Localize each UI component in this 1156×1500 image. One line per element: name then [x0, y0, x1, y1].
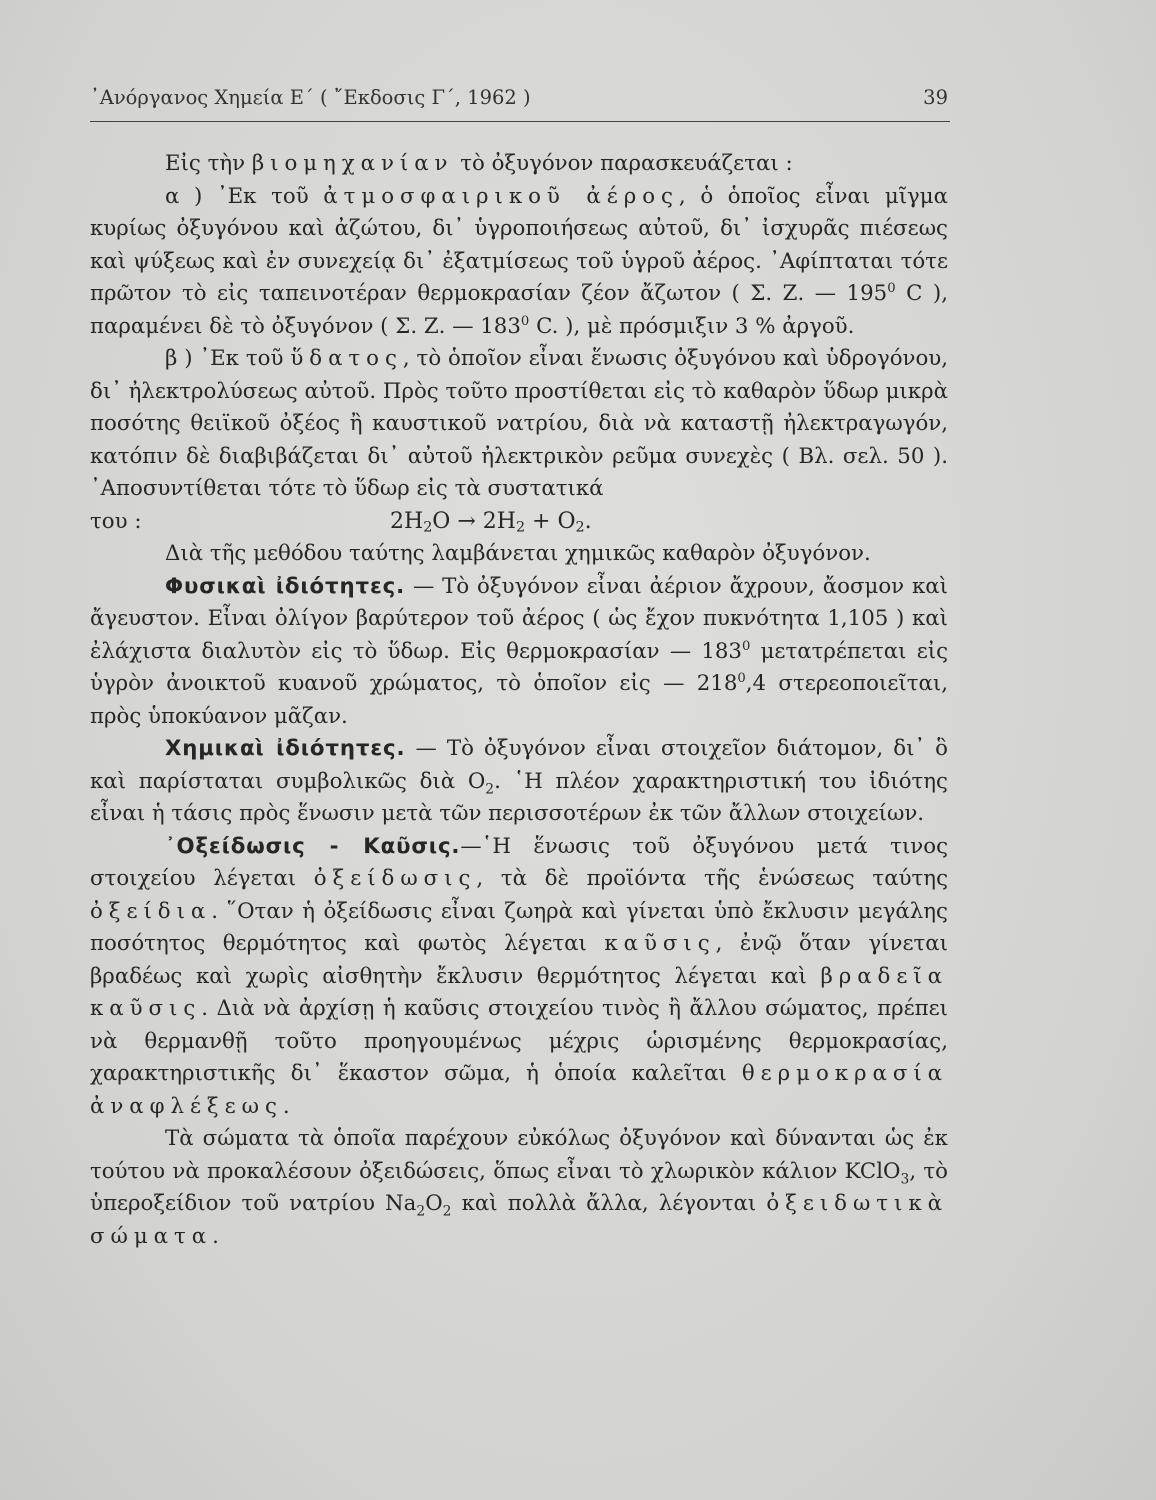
heading-physical-properties: Φυσικαὶ ἰδιότητες.: [165, 573, 406, 599]
page-body: [90, 148, 948, 1253]
paragraph-physical-properties: Φυσικαὶ ἰδιότητες. — Τὸ ὀξυγόνον εἶναι ἀέριον ἄχρουν, ἄοσμον καὶ ἄγευστον. Εἶναι ὀλίγον βαρύτερον τοῦ ἀέρος ( ὡς ἔχον πυκνότητα 1,105 ) καὶ ἐλάχιστα διαλυτὸν εἰς τὸ ὕδωρ. Εἰς θερμοκρασίαν — $183^0$ μετατρέπεται εἰς ὑγρὸν ἀνοικτοῦ κυανοῦ χρώματος, τὸ ὁποῖον εἰς — $218^0,4$ στερεοποιεῖται, πρὸς ὑποκύανον μᾶζαν.: [90, 573, 949, 729]
paragraph-oxidation-combustion: ᾿Οξείδωσις - Καῦσις.—῾Η ἕνωσις τοῦ ὀξυγόνου μετά τινος στοιχείου λέγεται ὀξείδωσις, τὰ δὲ προϊόντα τῆς ἑνώσεως ταύτης ὀξείδια. ῞Οταν ἡ ὀξείδωσις εἶναι ζωηρὰ καὶ γίνεται ὑπὸ ἔκλυσιν μεγάλης ποσότητος θερμότητος καὶ φωτὸς λέγεται καῦσις, ἐνῷ ὅταν γίνεται βραδέως καὶ χωρὶς αἰσθητὴν ἔκλυσιν θερμότητος λέγεται καὶ βραδεῖα καῦσις. Διὰ νὰ ἀρχίσῃ ἡ καῦσις στοιχείου τινὸς ἢ ἄλλου σώματος, πρέπει νὰ θερμανθῇ τοῦτο προηγουμένως μέχρις ὡρισμένης θερμοκρασίας, χαρακτηριστικῆς δι᾿ ἕκαστον σῶμα, ἡ ὁποία καλεῖται θερμοκρασία ἀναφλέξεως.: [90, 833, 948, 1119]
heading-chemical-properties: Χημικαὶ ἰδιότητες.: [165, 736, 406, 761]
paragraph-industry-intro: Εἰς τὴν βιομηχανίαν τὸ ὀξυγόνον παρασκευάζεται :: [165, 151, 793, 176]
running-header: [90, 86, 948, 109]
running-title: ᾿Ανόργανος Χημεία Ε΄ ( ῎Εκδοσις Γ΄, 1962 ): [90, 86, 531, 109]
paragraph-method-water: β ) ᾿Εκ τοῦ ὕδατος, τὸ ὁποῖον εἶναι ἕνωσις ὀξυγόνου καὶ ὑδρογόνου, δι᾿ ἠλεκτρολύσεως αὐτοῦ. Πρὸς τοῦτο προστίθεται εἰς τὸ καθαρὸν ὕδωρ μικρὰ ποσότης θειϊκοῦ ὀξέος ἢ καυστικοῦ νατρίου, διὰ νὰ καταστῇ ἠλεκτραγωγόν, κατόπιν δὲ διαβιβάζεται δι᾿ αὐτοῦ ἠλεκτρικὸν ρεῦμα συνεχὲς ( Βλ. σελ. 50 ). ᾿Αποσυντίθεται τότε τὸ ὕδωρ εἰς τὰ συστατικά: [90, 346, 948, 501]
electrolysis-equation-line: [90, 506, 948, 539]
page-number: 39: [923, 86, 948, 109]
equation-lead-in: του :: [90, 508, 142, 534]
electrolysis-equation: $2H_2O \to 2H_2 + O_2$.: [390, 508, 592, 536]
paragraph-chemical-properties: Χημικαὶ ἰδιότητες. — Τὸ ὀξυγόνον εἶναι στοιχεῖον διάτομον, δι᾿ ὃ καὶ παρίσταται συμβολικῶς διὰ $O_2$. ῾Η πλέον χαρακτηριστική του ἰδιότης εἶναι ἡ τάσις πρὸς ἕνωσιν μετὰ τῶν περισσοτέρων ἐκ τῶν ἄλλων στοιχείων.: [90, 736, 948, 826]
paragraph-method-result: Διὰ τῆς μεθόδου ταύτης λαμβάνεται χημικῶς καθαρὸν ὀξυγόνον.: [165, 541, 871, 566]
paragraph-oxidizing-agents: Τὰ σώματα τὰ ὁποῖα παρέχουν εὐκόλως ὀξυγόνον καὶ δύνανται ὡς ἐκ τούτου νὰ προκαλέσουν ὀξειδώσεις, ὅπως εἶναι τὸ χλωρικὸν κάλιον KClO$_3$, τὸ ὑπεροξείδιον τοῦ νατρίου $Na_2O_2$ καὶ πολλὰ ἄλλα, λέγονται ὀξειδωτικὰ σώματα.: [90, 1126, 948, 1249]
header-rule: [90, 121, 950, 122]
paragraph-method-air: α ) ᾿Εκ τοῦ ἀτμοσφαιρικοῦ ἀέρος, ὁ ὁποῖος εἶναι μῖγμα κυρίως ὀξυγόνου καὶ ἀζώτου, δι᾿ ὑγροποιήσεως αὐτοῦ, δι᾿ ἰσχυρᾶς πιέσεως καὶ ψύξεως καὶ ἐν συνεχείᾳ δι᾿ ἐξατμίσεως τοῦ ὑγροῦ ἀέρος. ᾿Αφίπταται τότε πρῶτον τὸ εἰς ταπεινοτέραν θερμοκρασίαν ζέον ἄζωτον ( Σ. Ζ. — $195^0$ C ), παραμένει δὲ τὸ ὀξυγόνον ( Σ. Ζ. — $183^0$ C. ), μὲ πρόσμιξιν 3 % ἀργοῦ.: [90, 183, 948, 339]
heading-oxidation-combustion: ᾿Οξείδωσις - Καῦσις.: [165, 833, 461, 859]
